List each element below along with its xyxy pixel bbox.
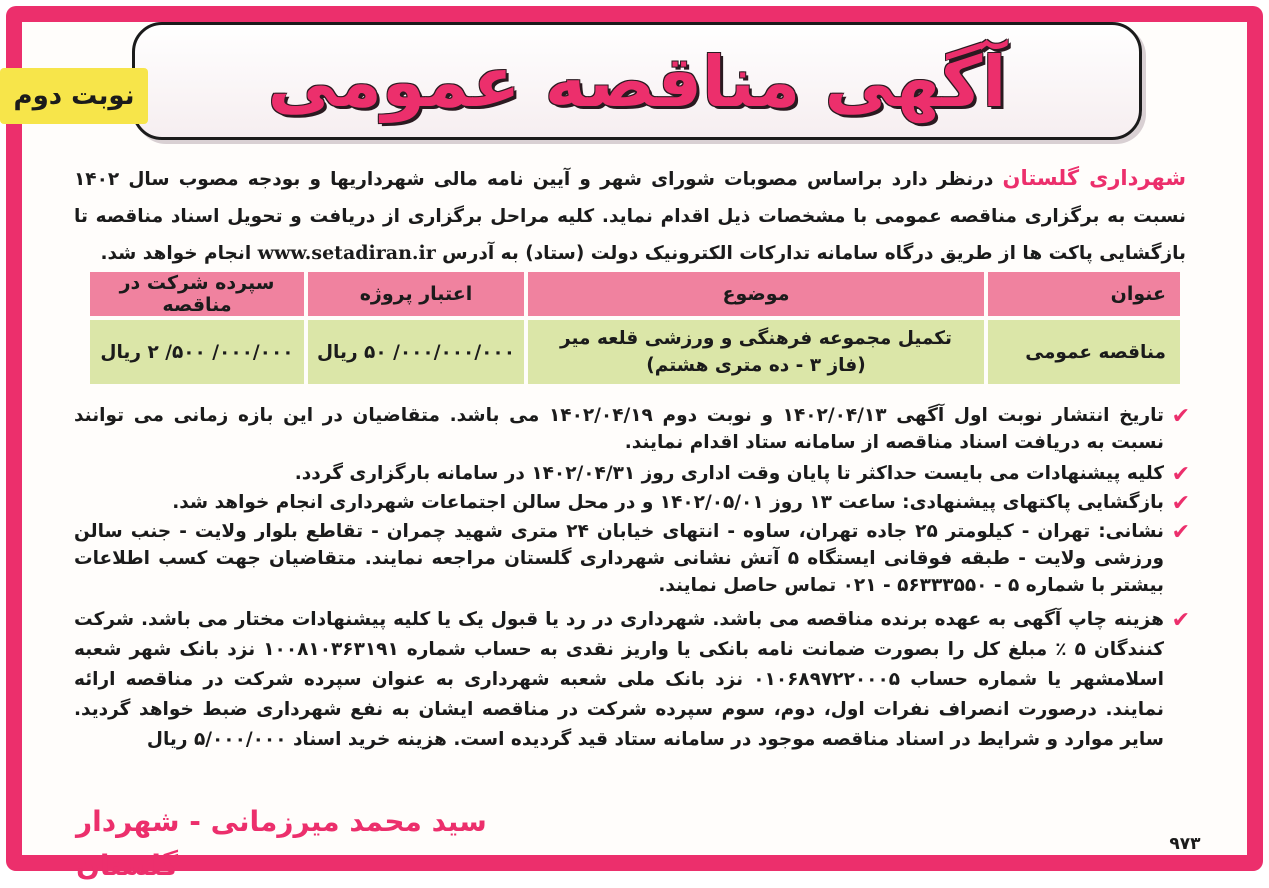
intro-text-1: درنظر دارد براساس مصوبات شورای شهر و آیین نامه مالی شهرداریها و بودجه مصوب سال ۱۴۰۲ نسبت به برگزاری مناقصه عمومی با مشخصات ذیل اقدام نماید. کلیه مراحل برگزاری از دریافت و تحویل اسناد مناقصه تا بازگشایی پاکت ها از طریق درگاه سامانه تدارکات الکترونیک دولت (ستاد) به آدرس — [74, 169, 1186, 264]
list-item — [74, 460, 1190, 487]
list-item — [74, 402, 1190, 456]
item-text: تاریخ انتشار نوبت اول آگهی ۱۴۰۲/۰۴/۱۳ و نوبت دوم ۱۴۰۲/۰۴/۱۹ می باشد. متقاضیان در این بازه زمانی می توانند نسبت به دریافت اسناد مناقصه از سامانه ستاد اقدام نمایند. — [74, 405, 1164, 453]
subject-line-1: تکمیل مجموعه فرهنگی و ورزشی قلعه میر — [560, 328, 952, 349]
conditions-list — [74, 402, 1190, 757]
round-badge: نوبت دوم — [0, 68, 148, 124]
check-icon: ✔ — [1171, 491, 1190, 516]
setad-url: www.setadiran.ir — [257, 242, 436, 264]
municipality-name: شهرداری گلستان — [1002, 166, 1186, 190]
list-item — [74, 489, 1190, 516]
intro-paragraph — [74, 160, 1186, 272]
check-icon: ✔ — [1171, 404, 1190, 429]
list-item — [74, 605, 1190, 755]
table-row — [90, 320, 1180, 384]
signature: سید محمد میرزمانی - شهردار گلستان — [76, 805, 487, 882]
cell-credit: ۰۰۰/۰۰۰/۰۰۰/ ۵۰ ریال — [308, 320, 524, 384]
subject-line-2: (فاز ۳ - ده متری هشتم) — [646, 355, 866, 376]
header-title: عنوان — [988, 272, 1180, 316]
check-icon: ✔ — [1171, 608, 1190, 633]
table-header-row — [90, 272, 1180, 316]
item-text: هزینه چاپ آگهی به عهده برنده مناقصه می باشد. شهرداری در رد یا قبول یک یا کلیه پیشنهادات مختار می باشد. شرکت کنندگان ۵ ٪ مبلغ کل را بصورت ضمانت نامه بانکی یا واریز نقدی به حساب شماره ۱۰۰۸۱۰۳۶۳۱۹۱ نزد بانک شهر شعبه اسلامشهر یا شماره حساب ۰۱۰۶۸۹۷۲۲۰۰۰۵ نزد بانک ملی شعبه شهرداری به عنوان سپرده شرکت در مناقصه ارائه نمایند. درصورت انصراف نفرات اول، دوم، سوم سپرده شرکت در مناقصه ایشان به نفع شهرداری ضبط خواهد گردید. سایر موارد و شرایط در اسناد مناقصه موجود در سامانه ستاد قید گردیده است. هزینه خرید اسناد ۵/۰۰۰/۰۰۰ ریال — [74, 609, 1164, 750]
item-text: کلیه پیشنهادات می بایست حداکثر تا پایان وقت اداری روز ۱۴۰۲/۰۴/۳۱ در سامانه بارگزاری گردد. — [294, 463, 1164, 484]
header-deposit: سپرده شرکت در مناقصه — [90, 272, 304, 316]
tender-table — [86, 268, 1184, 388]
check-icon: ✔ — [1171, 462, 1190, 487]
cell-title: مناقصه عمومی — [988, 320, 1180, 384]
item-text: بازگشایی پاکتهای پیشنهادی: ساعت ۱۳ روز ۱۴۰۲/۰۵/۰۱ و در محل سالن اجتماعات شهرداری انجام خواهد شد. — [172, 492, 1164, 513]
item-text: نشانی: تهران - کیلومتر ۲۵ جاده تهران، ساوه - انتهای خیابان ۲۴ متری شهید چمران - تقاطع بلوار ولایت - جنب سالن ورزشی ولایت - طبقه فوقانی ایستگاه ۵ آتش نشانی شهرداری گلستان مراجعه نمایند. متقاضیان جهت کسب اطلاعات بیشتر با شماره ۵ - ۵۶۳۳۳۵۵۰ - ۰۲۱ تماس حاصل نمایند. — [74, 521, 1165, 596]
list-item — [74, 518, 1190, 599]
cell-subject — [528, 320, 984, 384]
intro-text-2: انجام خواهد شد. — [100, 243, 258, 264]
cell-deposit: ۰۰۰/۰۰۰/ ۵۰۰/ ۲ ریال — [90, 320, 304, 384]
header-subject: موضوع — [528, 272, 984, 316]
header-credit: اعتبار پروژه — [308, 272, 524, 316]
ad-title: آگهی مناقصه عمومی — [267, 41, 1007, 123]
check-icon: ✔ — [1171, 520, 1190, 545]
page-number: ۹۷۳ — [1169, 834, 1201, 854]
